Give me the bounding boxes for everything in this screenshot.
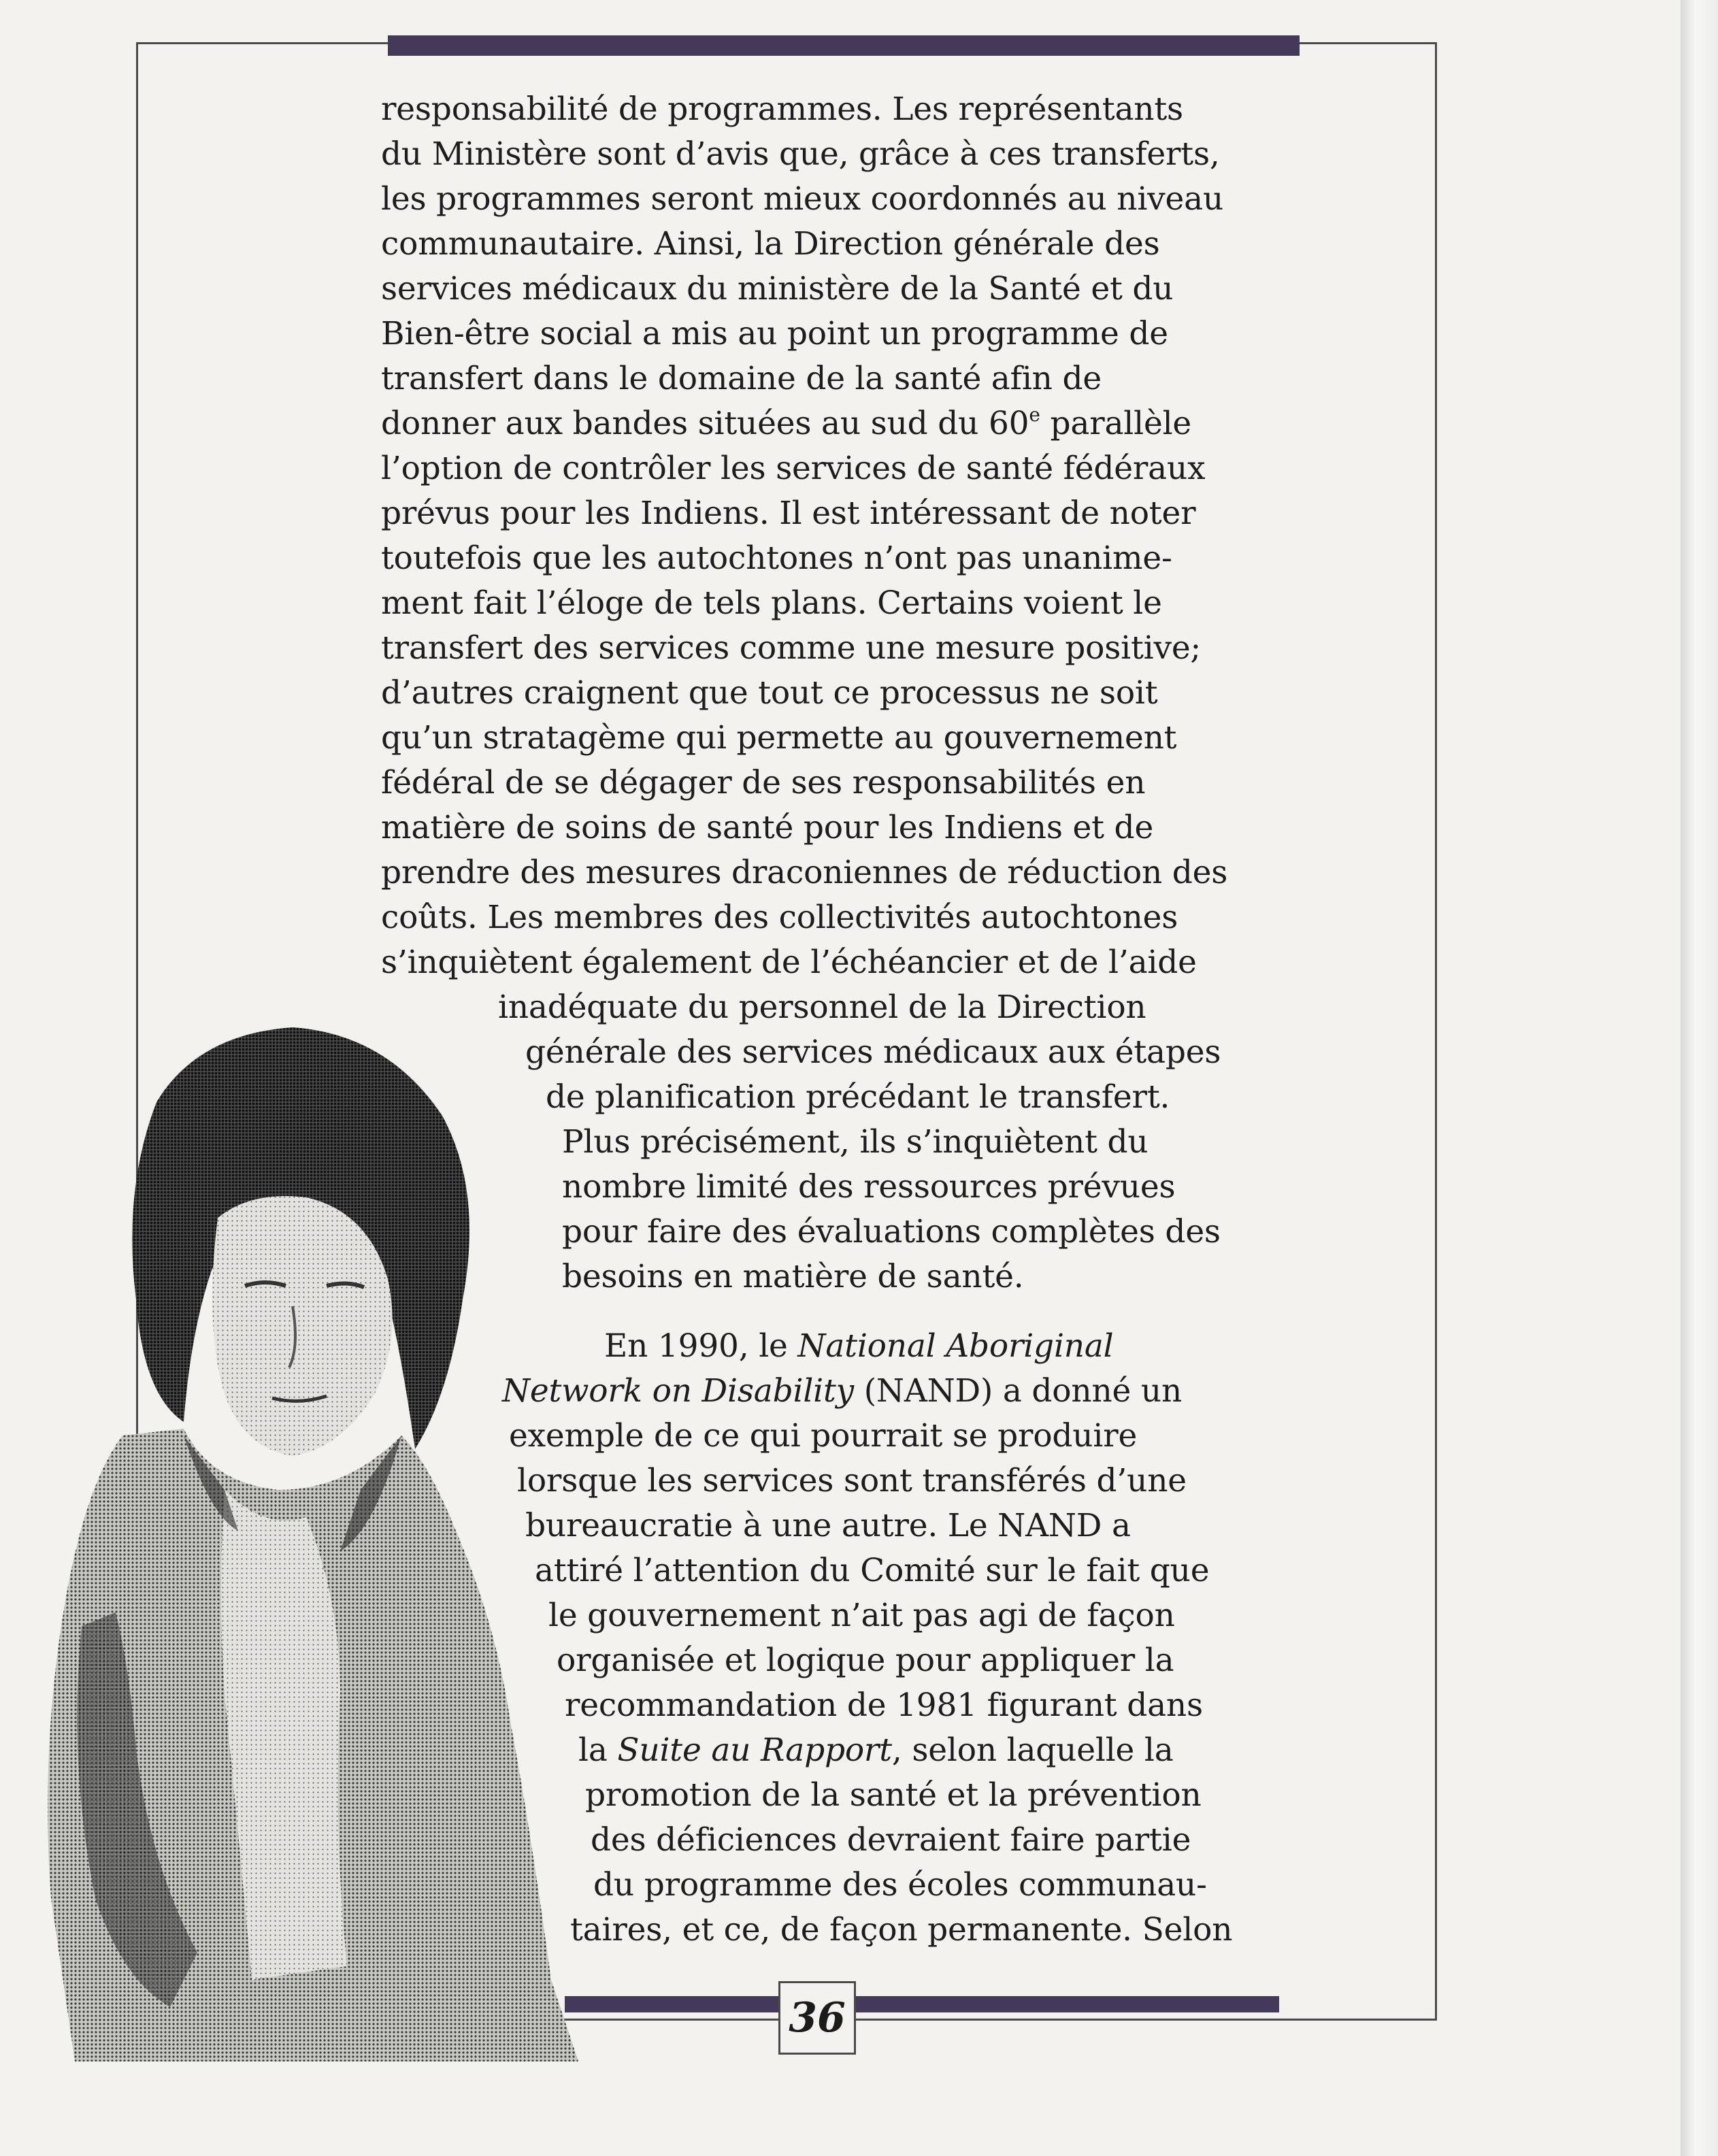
text-line: En 1990, le National Aboriginal bbox=[604, 1327, 1114, 1365]
text-line: des déficiences devraient faire partie bbox=[591, 1821, 1191, 1859]
text-line: de planification précédant le transfert. bbox=[546, 1078, 1170, 1116]
page-number: 36 bbox=[778, 1981, 856, 2055]
text-line: responsabilité de programmes. Les représentants bbox=[381, 90, 1183, 128]
bottom-decorative-rule bbox=[565, 1996, 1279, 2012]
face-shape bbox=[212, 1196, 393, 1456]
text-line: services médicaux du ministère de la Santé et du bbox=[381, 270, 1174, 308]
text-line: s’inquiètent également de l’échéancier et de l’aide bbox=[381, 944, 1197, 981]
portrait-photograph bbox=[20, 1014, 599, 2075]
text-line: les programmes seront mieux coordonnés au niveau bbox=[381, 180, 1224, 218]
text-line: Network on Disability (NAND) a donné un bbox=[502, 1372, 1183, 1410]
text-line: donner aux bandes situées au sud du 60e parallèle bbox=[381, 403, 1192, 442]
text-line: attiré l’attention du Comité sur le fait que bbox=[535, 1552, 1210, 1589]
text-line: le gouvernement n’ait pas agi de façon bbox=[548, 1597, 1175, 1634]
text-line: communautaire. Ainsi, la Direction générale des bbox=[381, 225, 1160, 263]
text-line: exemple de ce qui pourrait se produire bbox=[509, 1417, 1138, 1455]
text-line: générale des services médicaux aux étapes bbox=[525, 1033, 1221, 1071]
text-line: inadéquate du personnel de la Direction bbox=[498, 989, 1146, 1026]
text-line: prévus pour les Indiens. Il est intéressant de noter bbox=[381, 495, 1196, 532]
text-line: recommandation de 1981 figurant dans bbox=[565, 1687, 1203, 1724]
text-line: la Suite au Rapport, selon laquelle la bbox=[578, 1731, 1174, 1769]
text-line: fédéral de se dégager de ses responsabilités en bbox=[381, 764, 1146, 801]
text-line: organisée et logique pour appliquer la bbox=[557, 1642, 1174, 1679]
text-line: transfert des services comme une mesure positive; bbox=[381, 629, 1202, 667]
text-line: prendre des mesures draconiennes de réduction des bbox=[381, 854, 1228, 891]
top-decorative-rule bbox=[388, 35, 1300, 56]
text-line: du programme des écoles communau- bbox=[593, 1866, 1207, 1904]
next-page-edge bbox=[1681, 0, 1718, 2156]
text-line: Plus précisément, ils s’inquiètent du bbox=[562, 1123, 1149, 1161]
text-line: pour faire des évaluations complètes des bbox=[562, 1213, 1221, 1250]
text-line: promotion de la santé et la prévention bbox=[585, 1776, 1202, 1814]
text-line: lorsque les services sont transférés d’une bbox=[517, 1462, 1187, 1499]
text-line: d’autres craignent que tout ce processus ne soit bbox=[381, 674, 1158, 712]
text-line: Bien-être social a mis au point un programme de bbox=[381, 315, 1168, 352]
text-line: matière de soins de santé pour les Indiens et de bbox=[381, 809, 1154, 846]
text-line: coûts. Les membres des collectivités autochtones bbox=[381, 899, 1178, 936]
text-line: ment fait l’éloge de tels plans. Certains voient le bbox=[381, 584, 1162, 622]
text-line: nombre limité des ressources prévues bbox=[562, 1168, 1176, 1206]
text-line: besoins en matière de santé. bbox=[562, 1258, 1024, 1295]
text-line: l’option de contrôler les services de santé fédéraux bbox=[381, 450, 1206, 487]
text-line: taires, et ce, de façon permanente. Selon bbox=[570, 1911, 1233, 1948]
text-line: bureaucratie à une autre. Le NAND a bbox=[525, 1507, 1131, 1544]
text-line: qu’un stratagème qui permette au gouvernement bbox=[381, 719, 1177, 757]
text-line: toutefois que les autochtones n’ont pas unanime- bbox=[381, 540, 1172, 577]
text-line: transfert dans le domaine de la santé afin de bbox=[381, 360, 1102, 397]
text-line: du Ministère sont d’avis que, grâce à ces transferts, bbox=[381, 135, 1220, 173]
